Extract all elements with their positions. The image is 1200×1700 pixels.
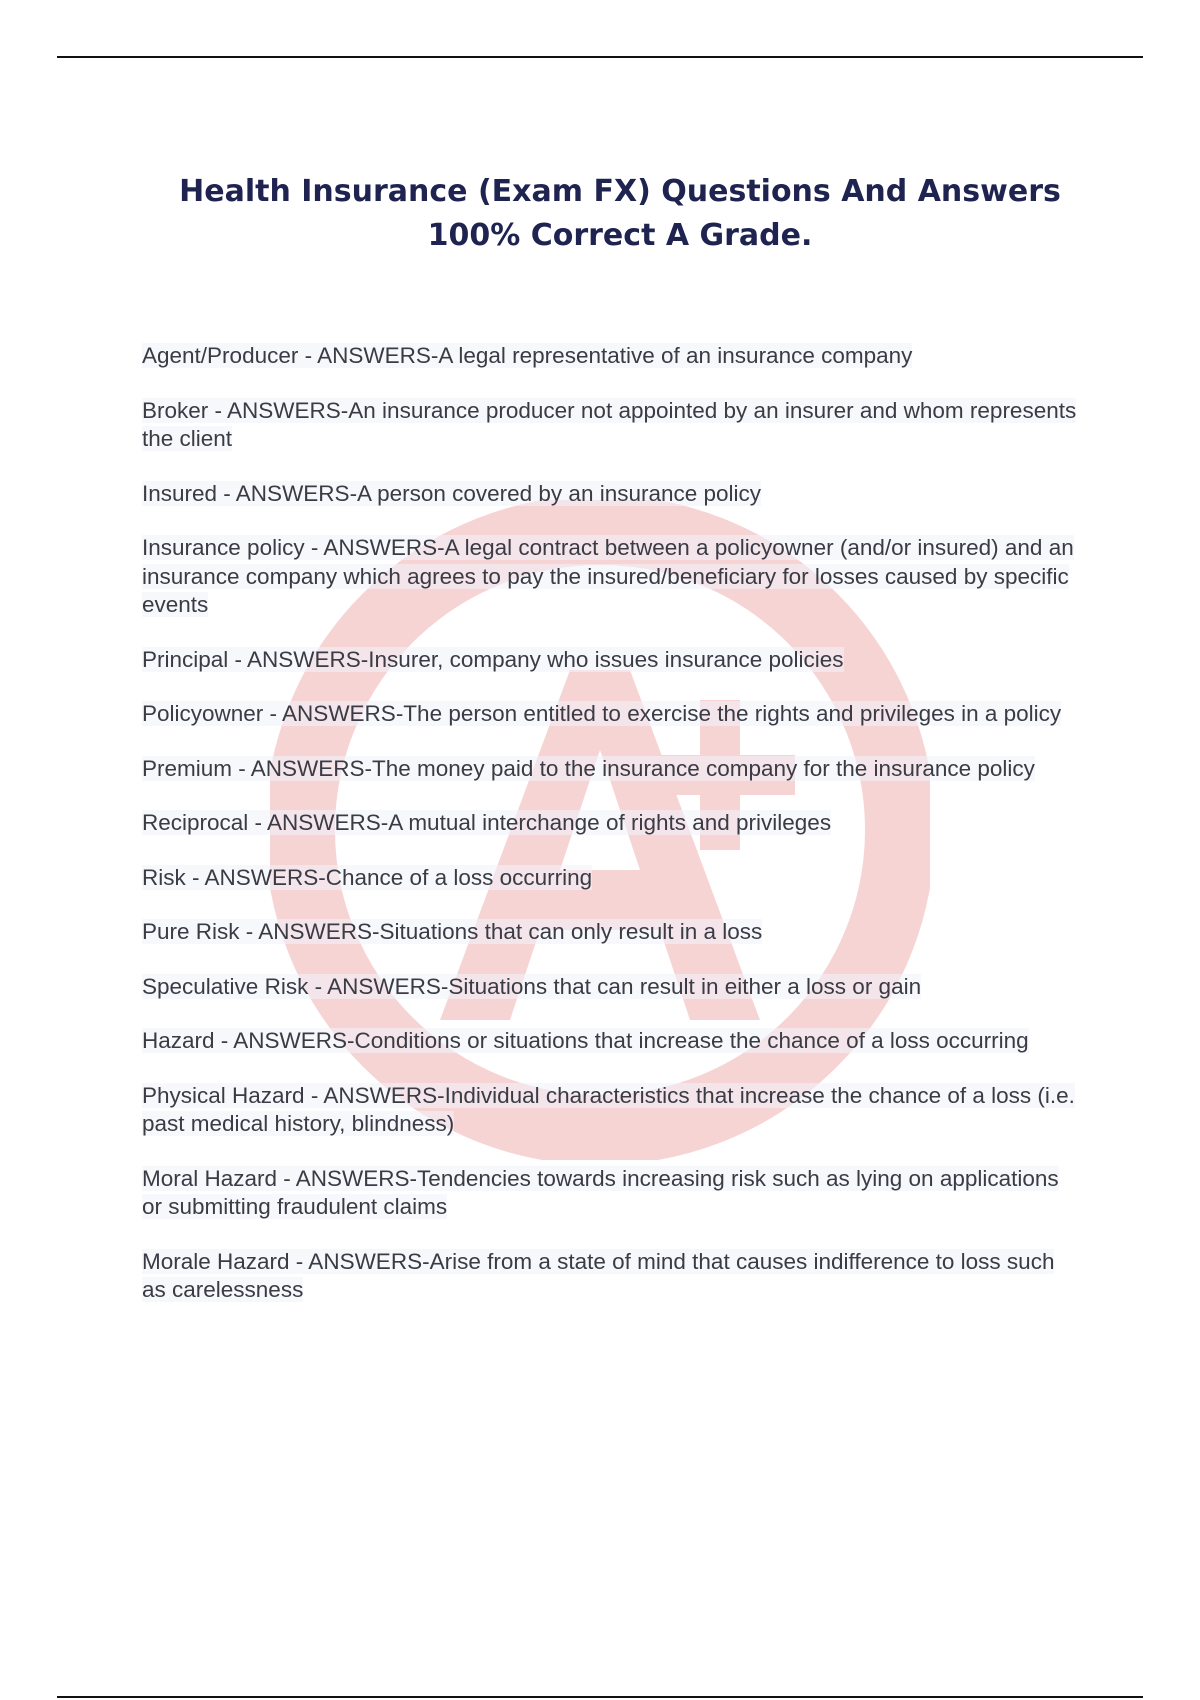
list-item: [142, 646, 1082, 675]
qa-entry-text: Speculative Risk - ANSWERS-Situations that can result in either a loss or gain: [142, 973, 922, 999]
list-item: [142, 700, 1082, 729]
qa-entry-text: Pure Risk - ANSWERS-Situations that can only result in a loss: [142, 919, 763, 944]
list-item: [142, 864, 1082, 893]
list-item: [142, 1248, 1082, 1305]
list-item: [142, 397, 1082, 454]
qa-entry-text: Physical Hazard - ANSWERS-Individual characteristics that increase the chance of a loss (i.e. past medical history, blindness): [142, 1082, 1075, 1136]
list-item: [142, 480, 1082, 509]
qa-entry-text: Insured - ANSWERS-A person covered by an insurance policy: [142, 480, 762, 506]
list-item: [142, 1165, 1082, 1222]
list-item: [142, 809, 1082, 838]
bottom-rule: [57, 1696, 1143, 1698]
qa-entry-text: Moral Hazard - ANSWERS-Tendencies towards increasing risk such as lying on applications or submitting fraudulent claims: [142, 1165, 1059, 1219]
list-item: [142, 1027, 1082, 1056]
qa-entry-text: Policyowner - ANSWERS-The person entitled to exercise the rights and privileges in a policy: [142, 701, 1062, 726]
list-item: [142, 918, 1082, 947]
qa-entry-text: Insurance policy - ANSWERS-A legal contract between a policyowner (and/or insured) and an insurance company which agrees to pay the insured/beneficiary for losses caused by specific events: [142, 535, 1074, 617]
qa-entry-text: Premium - ANSWERS-The money paid to the insurance company for the insurance policy: [142, 755, 1035, 781]
list-item: [142, 342, 1082, 371]
page-title: Health Insurance (Exam FX) Questions And Answers 100% Correct A Grade.: [179, 174, 1061, 253]
list-item: [142, 1082, 1082, 1139]
list-item: [142, 755, 1082, 784]
qa-entry-text: Morale Hazard - ANSWERS-Arise from a state of mind that causes indifference to loss such as carelessness: [142, 1248, 1055, 1302]
qa-entry-text: Risk - ANSWERS-Chance of a loss occurring: [142, 864, 593, 890]
list-item: [142, 973, 1082, 1002]
qa-entry-text: Reciprocal - ANSWERS-A mutual interchange of rights and privileges: [142, 810, 832, 835]
list-item: [142, 534, 1082, 620]
qa-list: [142, 342, 1082, 1331]
qa-entry-text: Broker - ANSWERS-An insurance producer not appointed by an insurer and whom represents the client: [142, 397, 1077, 451]
top-rule: [57, 56, 1143, 58]
qa-entry-text: Agent/Producer - ANSWERS-A legal representative of an insurance company: [142, 343, 913, 368]
qa-entry-text: Hazard - ANSWERS-Conditions or situations that increase the chance of a loss occurring: [142, 1028, 1029, 1053]
qa-entry-text: Principal - ANSWERS-Insurer, company who issues insurance policies: [142, 646, 844, 672]
